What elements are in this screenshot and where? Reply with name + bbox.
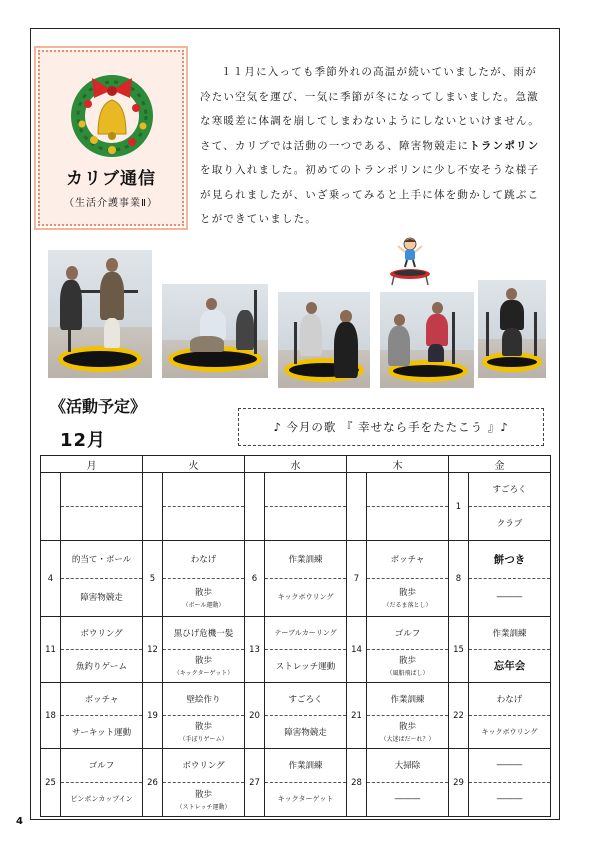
activity-bottom: ストレッチ運動	[275, 661, 336, 672]
calendar-week-row	[41, 749, 551, 817]
activity-bottom: 忘年会	[493, 660, 526, 673]
header-mon: 月	[41, 456, 143, 473]
activity-top: 大掃除	[394, 761, 421, 772]
activity-top: すごろく	[288, 694, 323, 705]
trampoline-photo-4	[380, 292, 474, 388]
intro-paragraph	[200, 60, 546, 232]
day-activities	[163, 541, 245, 617]
activity-top: ボウリング	[182, 761, 225, 772]
day-number: 25	[41, 749, 61, 817]
trampoline-kid-icon	[388, 236, 432, 286]
activity-bottom: 散歩	[194, 789, 212, 800]
christmas-wreath-icon	[64, 64, 160, 160]
day-number	[347, 473, 367, 541]
header-fri: 金	[449, 456, 551, 473]
header-wed: 水	[245, 456, 347, 473]
activity-bottom: 障害物競走	[80, 593, 123, 604]
activity-note: （ボール運動）	[182, 601, 225, 609]
activity-top: 的当て・ボール	[71, 555, 132, 566]
day-number: 6	[245, 541, 265, 617]
activity-top: 餅つき	[493, 553, 526, 566]
day-activities	[163, 683, 245, 749]
activity-bottom: キックボウリング	[277, 593, 334, 602]
header-thu: 木	[347, 456, 449, 473]
activity-bottom: 散歩	[398, 656, 416, 667]
day-activities	[469, 683, 551, 749]
newsletter-subtitle: （生活介護事業Ⅱ）	[64, 198, 158, 209]
day-activities	[265, 473, 347, 541]
day-number: 8	[449, 541, 469, 617]
day-activities	[163, 473, 245, 541]
activity-bottom: 散歩	[398, 587, 416, 598]
song-of-the-month: ♪ 今月の歌 『 幸せなら手をたたこう 』♪	[238, 408, 544, 446]
day-number: 27	[245, 749, 265, 817]
day-activities	[265, 541, 347, 617]
day-activities	[61, 683, 143, 749]
activity-top: 壁絵作り	[186, 694, 221, 705]
day-number: 12	[143, 617, 163, 683]
day-activities	[265, 683, 347, 749]
trampoline-photo-5	[478, 280, 546, 378]
day-activities	[61, 617, 143, 683]
day-number: 4	[41, 541, 61, 617]
day-number	[143, 473, 163, 541]
day-activities	[163, 749, 245, 817]
header-tue: 火	[143, 456, 245, 473]
day-activities	[469, 473, 551, 541]
activity-top: 作業訓練	[288, 761, 323, 772]
activity-top: すごろく	[492, 485, 527, 496]
activity-top: ボッチャ	[390, 555, 425, 566]
day-activities	[469, 749, 551, 817]
activity-bottom: 散歩	[194, 722, 212, 733]
page-number: 4	[16, 816, 23, 827]
day-activities	[367, 473, 449, 541]
activity-top: 作業訓練	[288, 555, 323, 566]
day-activities	[367, 683, 449, 749]
activity-bottom: ―――	[394, 794, 421, 805]
activity-top: 作業訓練	[492, 628, 527, 639]
day-number: 18	[41, 683, 61, 749]
activity-bottom: ―――	[496, 794, 523, 805]
activity-top: ゴルフ	[394, 628, 421, 639]
day-activities	[61, 473, 143, 541]
day-number: 13	[245, 617, 265, 683]
activity-note: （だるま落とし）	[383, 601, 432, 609]
day-activities	[163, 617, 245, 683]
activity-bottom: サーキット運動	[71, 727, 132, 738]
day-number: 15	[449, 617, 469, 683]
day-activities	[469, 617, 551, 683]
day-number	[245, 473, 265, 541]
day-number: 29	[449, 749, 469, 817]
activity-note: （大迷ばだ〜れ？）	[380, 736, 435, 744]
day-number: 14	[347, 617, 367, 683]
activity-note: （キックターゲット）	[173, 670, 234, 678]
calendar-week-row	[41, 617, 551, 683]
day-activities	[367, 749, 449, 817]
activity-top: 黒ひげ危機一髪	[173, 628, 234, 639]
calendar-week-row	[41, 683, 551, 749]
activity-top: わなげ	[190, 555, 217, 566]
calendar-header-row	[41, 456, 551, 473]
activity-top: わなげ	[496, 694, 523, 705]
calendar-week-row	[41, 473, 551, 541]
activity-bottom: 散歩	[398, 722, 416, 733]
activity-note: （ストレッチ運動）	[176, 803, 231, 811]
activity-bottom: クラブ	[496, 519, 523, 530]
calendar-week-row	[41, 541, 551, 617]
activity-bottom: 障害物競走	[284, 727, 327, 738]
activity-top: ボッチャ	[84, 694, 119, 705]
intro-text-2: を取り入れました。初めてのトランポリンに少し不安そうな様子が見られましたが、いざ乗ってみると上手に体を動かして跳ぶことができていました。	[200, 164, 540, 225]
activity-top: 作業訓練	[390, 694, 425, 705]
activity-bottom: キックターゲット	[277, 795, 334, 804]
day-number: 28	[347, 749, 367, 817]
day-number: 22	[449, 683, 469, 749]
activity-bottom: 魚釣りゲーム	[75, 661, 127, 672]
intro-bold: トランポリン	[469, 139, 540, 152]
day-activities	[265, 749, 347, 817]
day-number: 19	[143, 683, 163, 749]
intro-text-1: １１月に入っても季節外れの高温が続いていましたが、雨が冷たい空気を運び、一気に季節が冬になってしまいました。急激な寒暖差に体調を崩してしまわないようにしないといけません。さて、カリブでは活動の一つである、障害物競走に	[200, 66, 540, 152]
newsletter-title: カリブ通信	[66, 169, 156, 189]
newsletter-logo	[38, 50, 184, 226]
day-activities	[469, 541, 551, 617]
activity-bottom: 散歩	[194, 656, 212, 667]
trampoline-photo-3	[278, 292, 370, 388]
day-number: 21	[347, 683, 367, 749]
trampoline-photo-2	[162, 284, 268, 378]
day-number: 1	[449, 473, 469, 541]
day-number: 20	[245, 683, 265, 749]
activity-top: ボウリング	[80, 628, 123, 639]
day-activities	[265, 617, 347, 683]
activity-top: テーブルカーリング	[274, 628, 337, 637]
plan-month: 12月	[60, 430, 107, 451]
day-number: 7	[347, 541, 367, 617]
activity-top: ―――	[496, 760, 523, 771]
activity-plan-heading: 《活動予定》	[50, 397, 147, 416]
activity-bottom: ピンポンカップイン	[70, 795, 133, 804]
activity-bottom: キックボウリング	[481, 727, 538, 736]
day-number: 11	[41, 617, 61, 683]
activity-bottom: ―――	[496, 592, 523, 603]
activity-note: （手ぼりゲーム）	[179, 736, 228, 744]
activity-calendar	[40, 455, 551, 817]
day-activities	[61, 541, 143, 617]
day-number: 5	[143, 541, 163, 617]
day-activities	[367, 617, 449, 683]
day-number: 26	[143, 749, 163, 817]
trampoline-photo-1	[48, 250, 152, 378]
activity-bottom: 散歩	[194, 587, 212, 598]
day-number	[41, 473, 61, 541]
day-activities	[61, 749, 143, 817]
day-activities	[367, 541, 449, 617]
activity-note: （風船飛ばし）	[386, 670, 429, 678]
activity-top: ゴルフ	[88, 761, 115, 772]
